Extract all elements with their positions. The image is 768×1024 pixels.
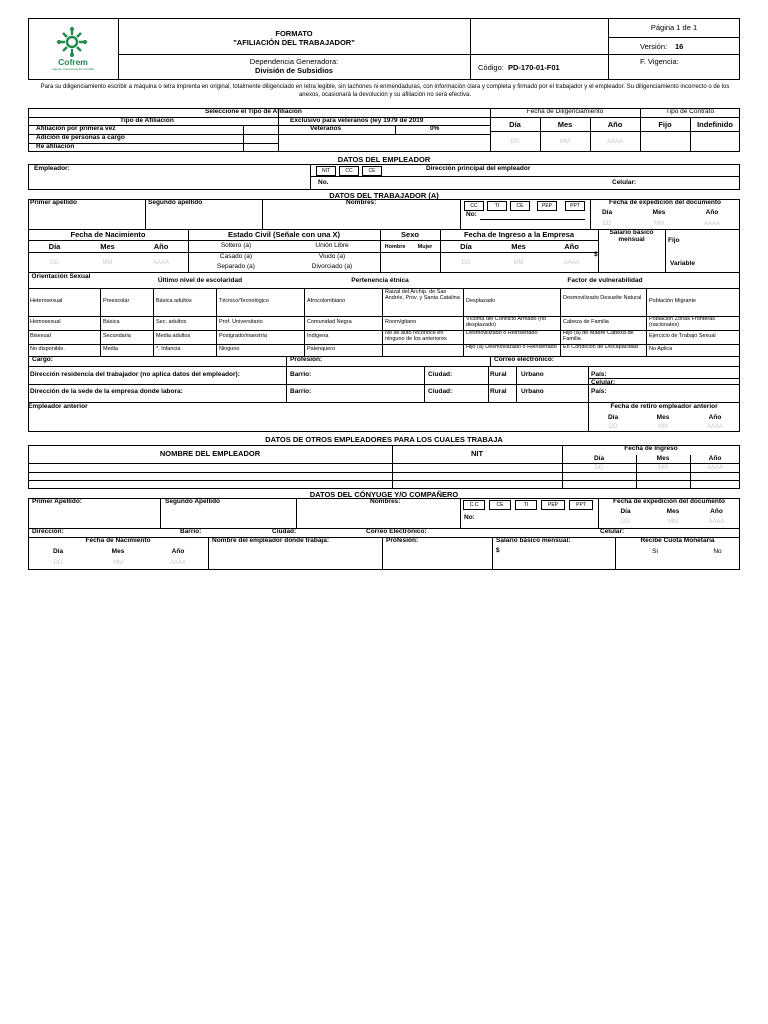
cat-r0-c3[interactable]: Técnico/Tecnológico <box>219 298 269 304</box>
otros-mm[interactable]: MM <box>658 465 668 471</box>
escolaridad-title: Último nivel de escolaridad <box>157 277 243 284</box>
trab-fecha-retiro: Fecha de retiro empleador anterior <box>610 403 718 410</box>
dilig-aaaa[interactable]: AAAA <box>606 139 623 145</box>
cat-r1-c1[interactable]: Básica <box>103 319 120 325</box>
trab-exp-dd[interactable]: DD <box>602 221 612 227</box>
cat-r2-c8[interactable]: Ejercicio de Trabajo Sexual <box>649 333 716 339</box>
trab-fecha-ingreso: Fecha de Ingreso a la Empresa <box>463 230 575 239</box>
cony-nac-anio: Año <box>171 548 185 555</box>
ingreso-dd[interactable]: DD <box>461 260 471 266</box>
otros-nit: NIT <box>470 449 484 458</box>
cony-exp-mm[interactable]: MM <box>668 519 678 525</box>
veteranos-label: Veteranos <box>310 125 342 132</box>
emp-direccion[interactable]: Dirección principal del empleador <box>426 165 531 172</box>
cat-r0-c4[interactable]: Afrocolombiano <box>307 298 346 304</box>
cat-r3-c0[interactable]: No disponible. <box>30 346 65 352</box>
trab-segundo-apellido[interactable]: Segundo apellido <box>148 199 203 206</box>
dilig-mes: Mes <box>557 120 573 129</box>
trab-doc-ce[interactable]: CE <box>510 201 530 211</box>
cat-r1-c6[interactable]: Víctima del Conflicto Armado (no desplazado) <box>466 316 547 328</box>
emp-doc-ce[interactable]: CE <box>362 166 382 176</box>
ingreso-mes: Mes <box>511 242 526 251</box>
cony-segundo-apellido[interactable]: Segundo Apellido <box>165 498 221 505</box>
org-name: Cofrem <box>58 57 88 67</box>
cony-doc-ti[interactable]: TI <box>515 500 537 510</box>
trab-fecha-nac: Fecha de Nacimiento <box>70 230 146 239</box>
cony-exp-mes: Mes <box>666 508 680 515</box>
retiro-anio: Año <box>708 414 722 421</box>
otros-anio: Año <box>708 455 722 462</box>
trab-nac-mm[interactable]: MM <box>102 260 113 266</box>
emp-doc-nit[interactable]: NIT <box>316 166 336 176</box>
cony-nac-dia: Día <box>52 548 64 555</box>
seleccione-title: Seleccione el Tipo de Afiliación <box>205 108 302 115</box>
vigencia-label: F. Vigencia: <box>640 57 679 66</box>
cony-salario-dollar[interactable]: $ <box>496 547 500 554</box>
empleador-label[interactable]: Empleador: <box>34 165 70 172</box>
cony-nac-mes: Mes <box>111 548 125 555</box>
trab-nombres[interactable]: Nombres: <box>346 199 377 206</box>
cat-r0-c6[interactable]: Desplazado <box>466 298 496 304</box>
civil-casado[interactable]: Casado (a) <box>219 253 253 260</box>
orientacion-title: Orientación Sexual <box>31 273 91 280</box>
emp-no[interactable]: No. <box>318 179 329 186</box>
cony-cuota-si[interactable]: Si <box>652 548 658 555</box>
page-number: Página 1 de 1 <box>650 23 698 32</box>
otros-dia: Día <box>593 455 605 462</box>
cat-r1-c5[interactable]: Room/gitano <box>385 319 417 325</box>
veteranos-pct: 0% <box>430 125 440 132</box>
civil-separado[interactable]: Separado (a) <box>217 263 255 270</box>
cat-r2-c0[interactable]: Bisexual <box>30 333 51 339</box>
cony-ciudad[interactable]: Ciudad: <box>272 528 297 535</box>
cat-r2-c7[interactable]: Hijo (a) de Madre Cabeza de Familia <box>563 330 634 342</box>
cofrem-logo-icon <box>56 26 88 58</box>
cat-r3-c2[interactable]: *. Infancia <box>156 346 181 352</box>
trab-ciudad-2[interactable]: Ciudad: <box>428 388 453 395</box>
code-label: Código: <box>478 63 504 72</box>
trab-no[interactable]: No: <box>466 211 477 218</box>
ingreso-mm[interactable]: MM <box>513 260 524 266</box>
cat-r3-c3[interactable]: Ninguno <box>219 346 240 352</box>
civil-soltero[interactable]: Soltero (a) <box>220 242 252 249</box>
cony-exp-aaaa[interactable]: AAAA <box>708 519 725 525</box>
cony-doc-cc[interactable]: C.C <box>463 500 485 510</box>
trab-primer-apellido[interactable]: Primer apellido <box>30 199 77 206</box>
otros-aaaa[interactable]: AAAA <box>706 465 723 471</box>
salario-fijo[interactable]: Fijo <box>668 237 680 244</box>
trab-celular[interactable]: Celular: <box>591 379 616 386</box>
page-title: "AFILIACIÓN DEL TRABAJADOR" <box>233 38 355 47</box>
trab-exp-dia: Día <box>601 209 613 216</box>
cony-salario[interactable]: Salario básico mensual: <box>496 537 571 544</box>
trab-dir-sede[interactable]: Dirección de la sede de la empresa donde labora: <box>30 388 183 395</box>
trab-urbano-1[interactable]: Urbano <box>521 371 544 378</box>
contrato-title: Tipo de Contrato <box>665 108 715 115</box>
trab-pais-2[interactable]: País: <box>591 388 607 395</box>
emp-celular[interactable]: Celular: <box>612 179 637 186</box>
trab-exp-aaaa[interactable]: AAAA <box>703 221 720 227</box>
cat-r2-c6[interactable]: Desmovilizado o Reinsertado <box>466 330 538 336</box>
trab-doc-ppt[interactable]: PPT <box>565 201 585 211</box>
afiliacion-primera[interactable]: Afiliación por primera vez <box>36 125 116 132</box>
cat-r2-c5[interactable]: No se auto reconoce en ninguno de los anteriores <box>385 330 447 342</box>
cat-r0-c8[interactable]: Población Migrante <box>649 298 697 304</box>
otros-fecha-ingreso: Fecha de Ingreso <box>624 445 678 452</box>
cat-r1-c0[interactable]: Homosexual <box>30 319 61 325</box>
retiro-mm[interactable]: MM <box>658 424 668 430</box>
org-subtitle: Caja de Compensación Familiar <box>51 67 95 71</box>
cony-exp-dd[interactable]: DD <box>621 519 630 525</box>
cony-nac-dd[interactable]: DD <box>53 560 63 566</box>
cony-doc-pep[interactable]: PEP <box>541 500 565 510</box>
cony-celular[interactable]: Celular: <box>600 528 625 535</box>
etnica-title: Pertenencia étnica <box>351 277 409 284</box>
trab-exp-mes: Mes <box>652 209 666 216</box>
dilig-dia: Día <box>509 120 521 129</box>
cat-r2-c2[interactable]: Media adultos <box>156 333 191 339</box>
cat-r2-c3[interactable]: Postgrado/maestría <box>219 333 267 339</box>
retiro-dia: Día <box>607 414 619 421</box>
trab-estado-civil: Estado Civil (Señale con una X) <box>227 230 341 239</box>
veteranos-title: Exclusivo para veteranos (ley 1979 de 2019 <box>290 117 424 124</box>
ingreso-anio: Año <box>564 242 579 251</box>
trabajador-title: DATOS DEL TRABAJADOR (A) <box>329 191 439 200</box>
trab-exp-mm[interactable]: MM <box>654 221 664 227</box>
cony-nombre-empleador[interactable]: Nombre del empleador donde trabaja: <box>212 537 330 544</box>
otros-title: DATOS DE OTROS EMPLEADORES PARA LOS CUALES TRABAJA <box>265 435 503 444</box>
civil-divorciado[interactable]: Divorciado (a) <box>311 263 353 270</box>
trab-rural-1[interactable]: Rural <box>490 371 507 378</box>
cony-nombres[interactable]: Nombres: <box>370 498 401 505</box>
cat-r3-c4[interactable]: Palenquero <box>307 346 336 352</box>
empleador-title: DATOS DEL EMPLEADOR <box>337 155 431 164</box>
cony-cuota-no[interactable]: No <box>713 548 722 555</box>
cony-cuota: Recibe Cuota Monetaria <box>640 537 715 544</box>
trab-nac-aaaa[interactable]: AAAA <box>152 260 169 266</box>
cony-direccion[interactable]: Dirección: <box>32 528 64 535</box>
format-label: FORMATO <box>275 29 313 38</box>
cony-doc-ppt[interactable]: PPT <box>569 500 593 510</box>
trab-rural-2[interactable]: Rural <box>490 388 507 395</box>
fecha-dilig-title: Fecha de Diligenciamiento <box>526 108 604 115</box>
cony-primer-apellido[interactable]: Primer Apellido: <box>32 498 82 505</box>
trab-exp-anio: Año <box>705 209 719 216</box>
trab-cargo[interactable]: Cargo: <box>32 356 53 363</box>
cony-doc-ce[interactable]: CE <box>489 500 511 510</box>
cat-r3-c6[interactable]: Hijo (a) Desmovilizado o Reinsertado <box>466 344 557 350</box>
sexo-hombre[interactable]: Hombre <box>384 244 406 250</box>
cat-r1-c3[interactable]: Prof. Universitario <box>219 319 263 325</box>
cony-barrio[interactable]: Barrio: <box>180 528 202 535</box>
dependencia-value: División de Subsidios <box>255 66 333 75</box>
contrato-indefinido[interactable]: Indefinido <box>697 120 733 129</box>
sexo-mujer[interactable]: Mujer <box>417 244 433 250</box>
trab-nac-mes: Mes <box>100 242 115 251</box>
code-value: PD-170-01-F01 <box>508 63 560 72</box>
trab-nac-dia: Día <box>48 242 61 251</box>
cat-r3-c1[interactable]: Media <box>103 346 118 352</box>
retiro-aaaa[interactable]: AAAA <box>706 424 723 430</box>
otros-nombre: NOMBRE DEL EMPLEADOR <box>159 449 261 458</box>
cat-r0-c1[interactable]: Preescolar <box>103 298 130 304</box>
salario-variable[interactable]: Variable <box>670 260 695 267</box>
cat-r0-c0[interactable]: Heterosexual <box>30 298 63 304</box>
otros-dd[interactable]: DD <box>594 465 604 471</box>
emp-doc-cc[interactable]: CC <box>339 166 359 176</box>
cony-fecha-exp: Fecha de expedición del documento <box>613 498 725 505</box>
trab-empleador-anterior[interactable]: Empleador anterior <box>28 403 88 410</box>
cat-r3-c7[interactable]: En Condición de Discapacidad <box>563 344 638 350</box>
trab-barrio-1[interactable]: Barrio: <box>290 371 312 378</box>
cat-r2-c4[interactable]: Indígena <box>307 333 329 339</box>
dilig-anio: Año <box>607 120 623 129</box>
conyuge-title: DATOS DEL CÓNYUGE Y/O COMPAÑERO <box>309 490 459 499</box>
cat-r1-c2[interactable]: Sec. adultos <box>156 319 187 325</box>
trab-nac-dd[interactable]: DD <box>50 260 59 266</box>
cony-exp-anio: Año <box>710 508 723 515</box>
trab-doc-cc[interactable]: CC <box>464 201 484 211</box>
cony-profesion[interactable]: Profesión: <box>386 537 419 544</box>
vulnerabilidad-title: Factor de vulnerabilidad <box>567 277 643 284</box>
cat-r1-c7[interactable]: Cabeza de Familia <box>563 319 609 325</box>
adicion-personas[interactable]: Adición de personas a cargo <box>36 134 125 141</box>
trab-dir-residencia[interactable]: Dirección residencia del trabajador (no aplica datos del empleador): <box>30 371 240 378</box>
otros-mes: Mes <box>656 455 670 462</box>
trab-doc-ti[interactable]: TI <box>487 201 507 211</box>
cat-r0-c2[interactable]: Básica adultos <box>156 298 192 304</box>
trab-fecha-exp: Fecha de expedición del documento <box>609 199 721 206</box>
cat-r1-c4[interactable]: Comunidad Negra <box>307 319 352 325</box>
trab-nac-anio: Año <box>153 242 169 251</box>
dependencia-label: Dependencia Generadora: <box>249 57 339 66</box>
ingreso-aaaa[interactable]: AAAA <box>563 260 580 266</box>
trab-salario: Salario básico mensual <box>609 229 654 243</box>
civil-viudo[interactable]: Viudo (a) <box>318 253 346 260</box>
trab-doc-pep[interactable]: PEP <box>537 201 557 211</box>
trab-profesion[interactable]: Profesión: <box>290 356 323 363</box>
retiro-mes: Mes <box>656 414 670 421</box>
cat-r2-c1[interactable]: Secundaria <box>103 333 131 339</box>
dilig-mm[interactable]: MM <box>560 139 570 145</box>
dilig-dd[interactable]: DD <box>510 139 520 145</box>
trab-sexo: Sexo <box>401 230 419 239</box>
cat-r0-c7[interactable]: Desmovilizado Desuelte Natural <box>563 295 642 301</box>
cony-correo[interactable]: Correo Electrónico: <box>366 528 427 535</box>
tipo-afiliacion-label: Tipo de Afiliación <box>120 117 174 124</box>
instructions: Para su diligenciamiento escribir a máquina o letra imprenta en original, totalmente diligenciado en letra legible, sin tachones ni enmendaduras, con información clara y completa y firmado por el trabajador y el empleador. Su diligenciamiento incorrecto o de los anexos, ocasionará la devolución y su afiliación no será efectiva. <box>40 84 730 98</box>
cat-r3-c8[interactable]: No Aplica <box>649 346 673 352</box>
civil-union[interactable]: Unión Libre <box>315 242 349 249</box>
trab-ciudad-1[interactable]: Ciudad: <box>428 371 453 378</box>
contrato-fijo[interactable]: Fijo <box>658 120 672 129</box>
trab-correo[interactable]: Correo electrónico: <box>494 356 554 363</box>
cony-fecha-nac: Fecha de Nacimiento <box>85 537 151 544</box>
trab-barrio-2[interactable]: Barrio: <box>290 388 312 395</box>
cony-no[interactable]: No: <box>464 514 475 521</box>
trab-salario-dollar[interactable]: $ <box>594 251 598 258</box>
cat-r0-c5[interactable]: Raizal del Archip. de San Andrés, Prov. y Santa Catalina <box>385 289 460 301</box>
cony-exp-dia: Día <box>620 508 631 515</box>
trab-pais-1[interactable]: País: <box>591 371 607 378</box>
retiro-dd[interactable]: DD <box>608 424 618 430</box>
cat-r1-c8[interactable]: Población Zonas Fronteras (nacionales) <box>649 316 716 328</box>
cony-nac-mm[interactable]: MM <box>113 560 123 566</box>
ingreso-dia: Día <box>460 242 472 251</box>
cony-nac-aaaa[interactable]: AAAA <box>169 560 186 566</box>
version-label: Versión: <box>640 42 668 51</box>
re-afiliacion[interactable]: Re afiliación <box>36 143 75 150</box>
trab-urbano-2[interactable]: Urbano <box>521 388 544 395</box>
version-value: 16 <box>675 42 684 51</box>
